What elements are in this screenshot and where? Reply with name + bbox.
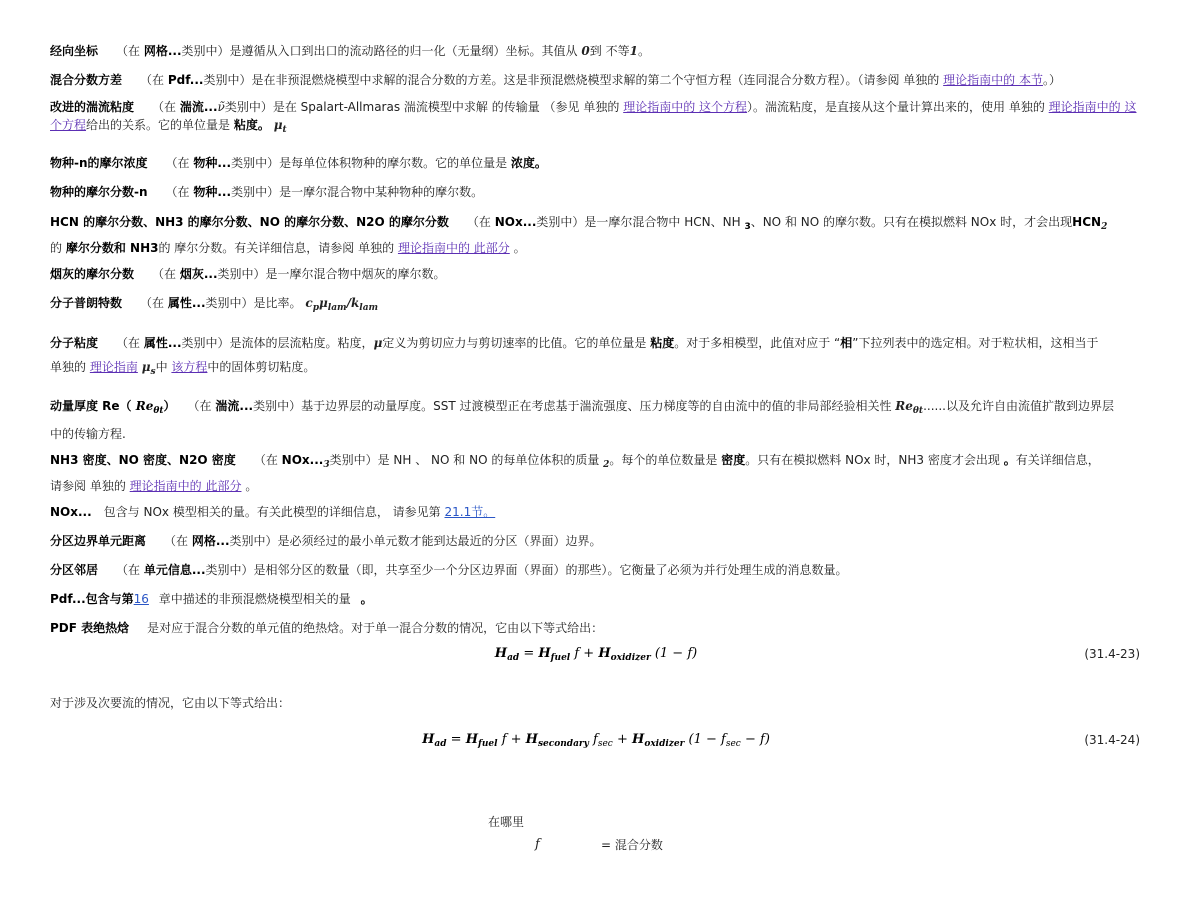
entry-text: （在 <box>152 100 177 114</box>
entry-text: 的 摩尔分数。有关详细信息，请参阅 单独的 <box>158 241 395 255</box>
equation-link[interactable]: 该方程 <box>171 360 208 374</box>
entry-title: 经向坐标 <box>50 44 99 58</box>
math-mu-t: $\mu_t$ <box>273 118 287 135</box>
bold-text: 。 <box>360 592 373 606</box>
entry-soot-molar-fraction <box>50 263 1142 286</box>
entry-partition-boundary-distance <box>50 530 1142 553</box>
entry-text: 包含与 NOx 模型相关的量。有关此模型的详细信息， 请参见第 <box>103 505 441 519</box>
entry-text: 类别中）是每单位体积物种的摩尔数。它的单位量是 <box>231 156 508 170</box>
category-name: Pdf... <box>167 73 204 87</box>
unit-name: 粘度。 <box>233 118 270 132</box>
category-name: 湍流... <box>179 100 218 114</box>
category-name: 物种... <box>193 156 232 170</box>
entry-title: 物种的摩尔分数-n <box>50 185 148 199</box>
theory-guide-link[interactable]: 理论指南中的 本节 <box>943 73 1043 87</box>
entry-molar-fraction <box>50 181 1142 204</box>
unit-name: 粘度 <box>650 336 675 350</box>
entry-text: 。 <box>513 241 526 255</box>
entry-text: 中 <box>155 360 168 374</box>
entry-text: 的 <box>50 241 63 255</box>
math-mu-s: $\mu_s$ <box>141 360 156 377</box>
math-re-theta-t: $Re_{\theta t}$ <box>895 399 924 416</box>
entry-molar-concentration <box>50 152 1142 175</box>
entry-text: 类别中）是必须经过的最小单元数才能到达最近的分区（界面）边界。 <box>229 534 602 548</box>
entry-radial-coordinate <box>50 40 1142 63</box>
entry-text: 是对应于混合分数的单元值的绝热焓。对于单一混合分数的情况，它由以下等式给出： <box>147 621 604 635</box>
category-name: 湍流... <box>215 399 254 413</box>
entry-text: （在 <box>164 534 189 548</box>
entry-text: 中的传输方程. <box>50 427 126 441</box>
entry-text: ”下拉列表中的选定相。对于粒状相，这相当于 <box>852 336 1099 350</box>
entry-pdf-adiabatic-enthalpy <box>50 617 1142 640</box>
secondary-stream-intro: 对于涉及次要流的情况，它由以下等式给出： <box>50 696 291 710</box>
entry-text: 。 <box>245 479 258 493</box>
entry-partition-neighbors <box>50 559 1142 582</box>
equation-number: (31.4-24) <box>1084 733 1140 747</box>
entry-text: 中的固体剪切粘度。 <box>207 360 316 374</box>
subscript: 2 <box>1101 222 1108 232</box>
entry-text: 类别中）是一摩尔混合物中烟灰的摩尔数。 <box>217 267 446 281</box>
entry-text: ）。湍流粘度，是直接从这个量计算出来的，使用 单独的 <box>747 100 1045 114</box>
entry-title: HCN 的摩尔分数、NH3 的摩尔分数、NO 的摩尔分数、N2O 的摩尔分数 <box>50 215 449 229</box>
entry-text: （在 <box>140 296 165 310</box>
entry-title: 动量厚度 Re（ $Re_{\theta t}$） <box>50 399 176 416</box>
entry-title: 改进的湍流粘度 <box>50 100 135 114</box>
entry-title: 混合分数方差 <box>50 73 123 87</box>
category-name: 属性... <box>143 336 182 350</box>
entry-title: 分子粘度 <box>50 336 99 350</box>
entry-text: 类别中）是遵循从入口到出口的流动路径的归一化（无量纲）坐标。其值从 <box>181 44 578 58</box>
equation-body: $H_{ad} = H_{fuel}$ $f + H_{oxidizer}$ (1 − f) <box>494 646 698 663</box>
entry-text: （在 <box>140 73 165 87</box>
entry-text: 给出的关系。它的单位量是 <box>86 118 231 132</box>
entry-text: 章中描述的非预混燃烧模型相关的量 <box>158 592 351 606</box>
math-one: 1 <box>629 44 638 58</box>
entry-text: 。每个的单位数量是 <box>609 453 718 467</box>
equation-31-4-24 <box>50 728 1142 752</box>
entry-text: 类别中）是流体的层流粘度。粘度， <box>181 336 374 350</box>
entry-text: 。只有在模拟燃料 NOx 时，NH3 密度才会出现 <box>745 453 1000 467</box>
theory-guide-link[interactable]: 理论指南 <box>89 360 138 374</box>
equation-31-4-23 <box>50 642 1142 666</box>
entry-text: 到 不等 <box>589 44 630 58</box>
bold-text: 。 <box>1003 453 1016 467</box>
entry-text: 类别中）是一摩尔混合物中 HCN、NH <box>536 215 741 229</box>
entry-text: （在 <box>152 267 177 281</box>
entry-title: Pdf...包含与第 <box>50 592 134 606</box>
category-name: 属性... <box>167 296 206 310</box>
entry-title: 分区边界单元距离 <box>50 534 147 548</box>
theory-guide-link[interactable]: 理论指南中的 此部分 <box>129 479 242 493</box>
phase-label: 相 <box>840 336 853 350</box>
entry-text: （在 <box>116 44 141 58</box>
section-link[interactable]: 21.1节。 <box>444 505 496 519</box>
subscript: 3 <box>744 222 751 232</box>
entry-text: 单独的 <box>50 360 87 374</box>
bold-text: 摩尔分数和 NH3 <box>65 241 159 255</box>
subscript: 2 <box>603 460 610 470</box>
entry-text: （在 <box>116 336 141 350</box>
entry-text: 类别中）是在非预混燃烧模型中求解的混合分数的方差。这是非预混燃烧模型求解的第二个守恒方程（连同混合分数方程）。（请参阅 单独的 <box>203 73 940 87</box>
category-name: 网格... <box>191 534 230 548</box>
unit-name: 浓度。 <box>510 156 547 170</box>
entry-text: 有关详细信息， <box>1015 453 1100 467</box>
symbol-f: f <box>535 837 540 852</box>
subscript: 3 <box>323 460 330 470</box>
entry-text: 。） <box>1042 73 1061 87</box>
entry-title: 分子普朗特数 <box>50 296 123 310</box>
entry-text: （在 <box>165 185 190 199</box>
category-name: NOx... <box>281 453 324 467</box>
entry-text: （在 <box>253 453 278 467</box>
entry-text: （在 <box>193 399 212 413</box>
theory-guide-link[interactable]: 理论指南中的 这个方程 <box>623 100 748 114</box>
entry-nh3-density <box>50 448 1142 498</box>
entry-mixture-fraction-variance <box>50 69 1142 92</box>
entry-text: 类别中）是一摩尔混合物中某种物种的摩尔数。 <box>231 185 484 199</box>
math-prandtl-formula: $c_p\mu_{lam}/k_{lam}$ <box>305 296 379 313</box>
entry-momentum-thickness <box>50 393 1142 447</box>
entry-title: PDF 表绝热焓 <box>50 621 130 635</box>
symbol-f-definition: = 混合分数 <box>601 838 663 852</box>
math-zero: 0 <box>581 44 590 58</box>
entry-pdf <box>50 588 1142 611</box>
formula-hcn: HCN <box>1072 215 1102 229</box>
where-label: 在哪里 <box>488 815 525 829</box>
category-name: NOx... <box>494 215 537 229</box>
entry-text: 类别中）基于边界层的动量厚度。SST 过渡模型正在考虑基于湍流强度、压力梯度等的自由流中的值的非局部经验相关性 <box>253 399 892 413</box>
entry-text: 定义为剪切应力与剪切速率的比值。它的单位量是 <box>382 336 647 350</box>
category-name: 网格... <box>143 44 182 58</box>
entry-molecular-prandtl <box>50 292 1142 317</box>
entry-nox <box>50 501 1142 524</box>
chapter-link[interactable]: 16 <box>133 592 149 606</box>
entry-text: （在 <box>466 215 491 229</box>
entry-text: （在 <box>116 563 141 577</box>
entry-title: 分区邻居 <box>50 563 99 577</box>
math-nu-tilde: ν̃ <box>217 100 225 114</box>
entry-text: 类别中）是 NH 、 NO 和 NO 的每单位体积的质量 <box>329 453 600 467</box>
entry-text: 类别中）是比率。 <box>205 296 302 310</box>
entry-title: NOx... <box>50 505 92 519</box>
entry-text: 请参阅 单独的 <box>50 479 126 493</box>
entry-text: 类别中）是相邻分区的数量（即，共享至少一个分区边界面（界面）的那些）。它衡量了必须为并行处理生成的消息数量。 <box>205 563 848 577</box>
category-name: 烟灰... <box>179 267 218 281</box>
entry-title: NH3 密度、NO 密度、N2O 密度 <box>50 453 236 467</box>
entry-title: 烟灰的摩尔分数 <box>50 267 135 281</box>
equation-body: $H_{ad} = H_{fuel}$ $f + H_{secondary}$ $f_{sec} + H_{oxidizer}$ $(1 - f_{sec} - f)$ <box>422 732 770 749</box>
entry-text: 。对于多相模型，此值对应于 “ <box>674 336 841 350</box>
entry-text: 、NO 和 NO 的摩尔数。只有在模拟燃料 NOx 时，才会出现 <box>750 215 1073 229</box>
entry-molecular-viscosity <box>50 331 1142 381</box>
category-name: 物种... <box>193 185 232 199</box>
entry-modified-turbulent-viscosity <box>50 98 1142 136</box>
unit-name: 密度 <box>721 453 746 467</box>
math-mu: μ <box>373 336 383 350</box>
entry-text: 类别中）是在 Spalart-Allmaras 湍流模型中求解 的传输量 （参见 单独的 <box>224 100 620 114</box>
entry-text: 。 <box>637 44 650 58</box>
entry-text: ......以及允许自由流值扩散到边界层 <box>923 399 1114 413</box>
theory-guide-link[interactable]: 理论指南中的 此部分 <box>397 241 510 255</box>
entry-hcn-molar-fractions <box>50 210 1142 260</box>
category-name: 单元信息... <box>143 563 206 577</box>
entry-title: 物种-n的摩尔浓度 <box>50 156 148 170</box>
entry-text: （在 <box>165 156 190 170</box>
theory-guide-link[interactable]: 理论指南中的 这个方程 <box>50 100 1137 132</box>
equation-number: (31.4-23) <box>1084 647 1140 661</box>
